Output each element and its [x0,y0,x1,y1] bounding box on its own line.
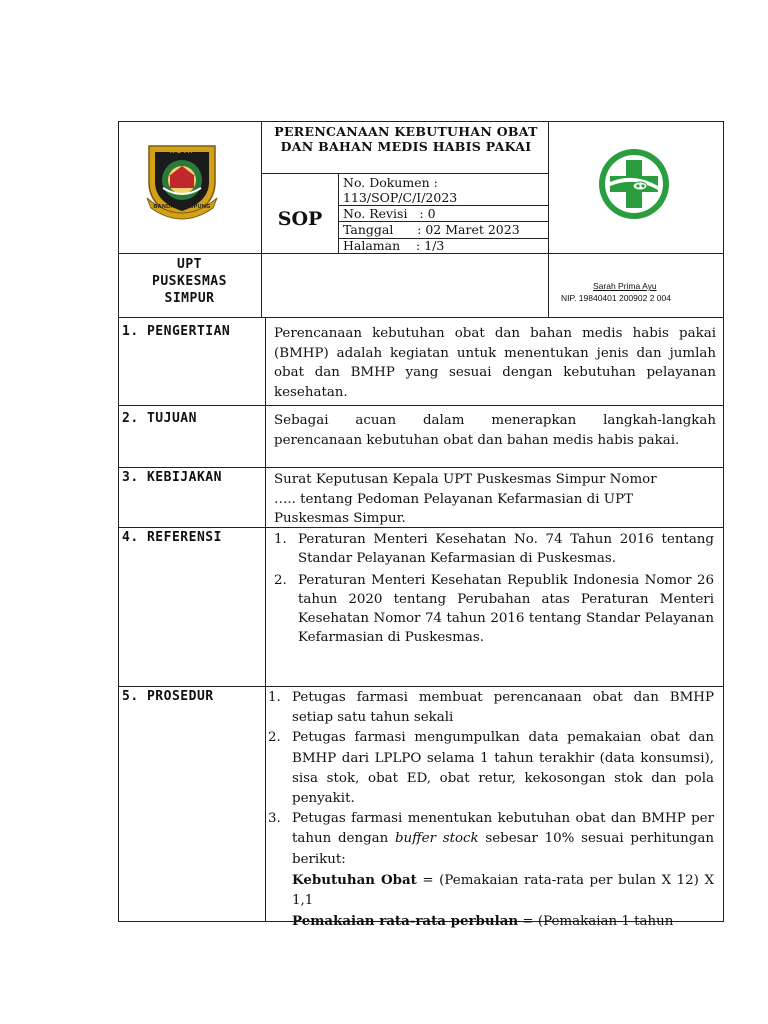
section-text-tujuan: Sebagai acuan dalam menerapkan langkah-langkah perencanaan kebutuhan obat dan bahan medis habis pakai. [274,413,716,448]
kebijakan-line: Surat Keputusan Kepala UPT Puskesmas Simpur Nomor [274,472,657,487]
divider [338,173,339,254]
unit-name-line2: PUSKESMAS [152,274,227,289]
signer-nip: NIP. 19840401 200902 2 004 [561,293,671,303]
section-label-tujuan: 2. TUJUAN [122,411,197,426]
formula-text: = (Pemakaian 1 tahun [518,914,674,930]
kebijakan-line: Puskesmas Simpur. [274,511,406,526]
section-label-referensi: 4. REFERENSI [122,530,222,545]
list-item-text [292,809,714,932]
divider [548,121,549,318]
unit-name-line1: UPT [177,257,202,272]
list-item-text-italic: buffer stock [394,831,479,847]
formula-label: Kebutuhan Obat [292,871,417,888]
city-logo [143,138,221,220]
table-border-left [118,121,119,922]
divider [265,317,266,922]
list-item-text: Peraturan Menteri Kesehatan No. 74 Tahun 2016 tentang Standar Pelayanan Kefarmasian di Puskesmas. [298,532,714,566]
list-item-number: 1. [274,532,287,547]
list-item [274,571,714,647]
divider [118,317,724,318]
formula-kebutuhan-obat [292,870,714,911]
list-item-text-part: sebesar 10% sesuai perhitungan berikut: [292,831,714,867]
signer-name: Sarah Prima Ayu [593,281,657,291]
sop-label: SOP [277,208,323,230]
section-text-pengertian: Perencanaan kebutuhan obat dan bahan medis habis pakai (BMHP) adalah kegiatan untuk menentukan jenis dan jumlah obat dan BMHP yang sesuai dengan kebutuhan pelayanan kesehatan. [274,326,716,400]
section-list-referensi [274,530,714,647]
list-item-number: 1. [268,690,281,705]
divider [118,686,724,687]
logo-text-bottom: BANDAR LAMPUNG [153,204,211,210]
list-item [268,809,714,932]
date: Tanggal : 02 Maret 2023 [343,222,520,237]
list-item-text-part: Petugas farmasi menentukan kebutuhan obat dan BMHP per tahun dengan [292,811,714,847]
divider [261,173,549,174]
list-item [268,728,714,809]
doc-number-label: No. Dokumen : [343,175,438,190]
section-list-prosedur [268,688,714,932]
list-item-text: Peraturan Menteri Kesehatan Republik Indonesia Nomor 26 tahun 2020 tentang Perubahan atas Peraturan Menteri Kesehatan Nomor 74 tahun 2016 tentang Standar Pelayanan Kefarmasian di Puskesmas. [298,573,714,645]
puskesmas-logo [596,146,672,222]
divider [118,253,724,254]
section-label-pengertian: 1. PENGERTIAN [122,324,231,339]
list-item-text: Petugas farmasi membuat perencanaan obat dan BMHP setiap satu tahun sekali [292,690,714,726]
list-item [274,530,714,568]
list-item-text: Petugas farmasi mengumpulkan data pemakaian obat dan BMHP dari LPLPO selama 1 tahun terakhir (data konsumsi), sisa stok, obat ED, obat retur, kekosongan stok dan pola penyakit. [292,730,714,807]
unit-name [118,256,261,307]
kebijakan-line: ….. tentang Pedoman Pelayanan Kefarmasian di UPT [274,491,634,507]
revision-number: No. Revisi : 0 [343,206,436,221]
divider [118,467,724,468]
table-border-right [723,121,724,922]
formula-text: = (Pemakaian rata-rata per bulan X 12) X 1,1 [292,872,714,909]
unit-name-line3: SIMPUR [164,291,215,306]
section-text-kebijakan [274,470,716,529]
list-item [268,688,714,728]
doc-number-value: 113/SOP/C/I/2023 [343,190,458,205]
list-item-number: 3. [268,811,281,827]
section-label-kebijakan: 3. KEBIJAKAN [122,470,222,485]
formula-pemakaian-rata-rata [292,911,714,932]
list-item-number: 2. [274,573,287,588]
formula-label: Pemakaian rata-rata perbulan [292,913,519,930]
divider [118,405,724,406]
section-label-prosedur: 5. PROSEDUR [122,689,214,704]
list-item-number: 2. [268,730,281,746]
table-border-top [118,121,724,122]
document-title: PERENCANAAN KEBUTUHAN OBAT DAN BAHAN MEDIS HABIS PAKAI [274,124,538,154]
page-count: Halaman : 1/3 [343,238,445,253]
logo-text-top: KOTA [170,148,194,155]
